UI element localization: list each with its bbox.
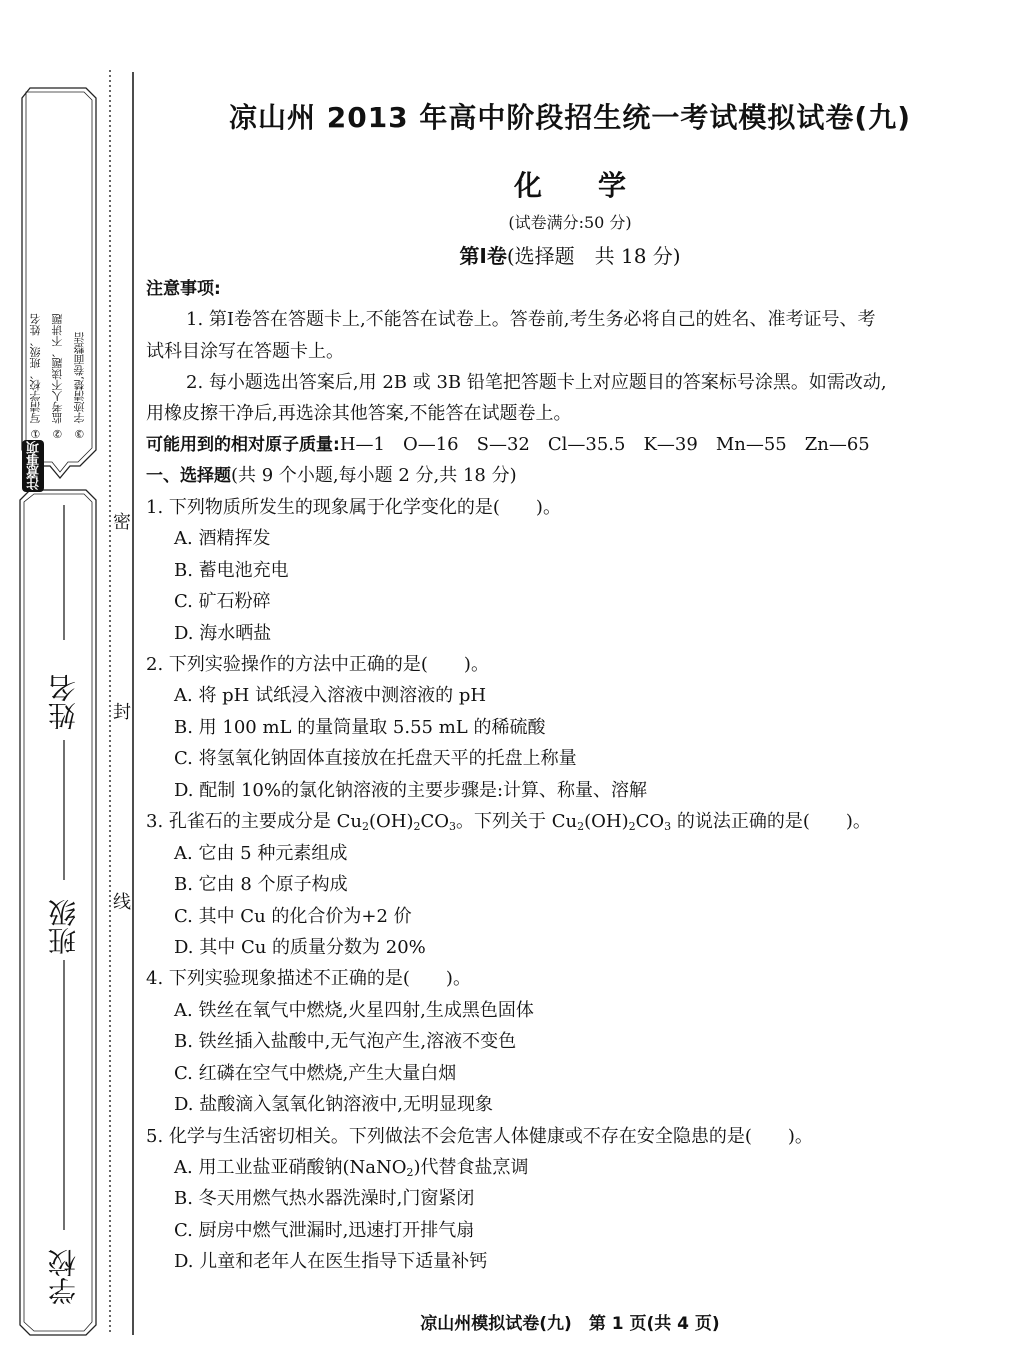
question-3-option-d: D. 其中 Cu 的质量分数为 20%	[174, 937, 426, 958]
question-1-option-b: B. 蓄电池充电	[174, 560, 289, 581]
q3-stem-part: CO	[635, 811, 665, 832]
instruction-1-line-1: 1. 第Ⅰ卷答在答题卡上,不能答在试卷上。答卷前,考生务必将自己的姓名、准考证号、考	[186, 309, 876, 330]
notice-title: 注意事项	[27, 442, 42, 490]
question-2-option-c: C. 将氢氧化钠固体直接放在托盘天平的托盘上称量	[174, 748, 577, 769]
seal-char-mi: 密	[113, 512, 131, 533]
question-4-option-d: D. 盐酸滴入氢氧化钠溶液中,无明显现象	[174, 1094, 493, 1115]
question-4-option-b: B. 铁丝插入盐酸中,无气泡产生,溶液不变色	[174, 1031, 517, 1052]
question-3-stem	[146, 810, 871, 839]
part-heading	[160, 240, 980, 269]
question-5-option-c: C. 厨房中燃气泄漏时,迅速打开排气扇	[174, 1220, 475, 1241]
q3-sub: 2	[413, 820, 421, 833]
q3-stem-part: 。下列关于 Cu	[456, 811, 578, 832]
instructions-title: 注意事项:	[146, 279, 221, 299]
q5a-part: A. 用工业盐亚硝酸钠(NaNO	[174, 1157, 407, 1178]
question-2-option-b: B. 用 100 mL 的量筒量取 5.55 mL 的稀硫酸	[174, 717, 546, 738]
page-footer: 凉山州模拟试卷(九) 第 1 页(共 4 页)	[420, 1314, 720, 1334]
q3-sub: 3	[664, 820, 672, 833]
instruction-1-line-2: 试科目涂写在答题卡上。	[146, 341, 344, 362]
question-5-stem: 5. 化学与生活密切相关。下列做法不会危害人体健康或不存在安全隐患的是( )。	[146, 1126, 813, 1147]
question-4-option-a: A. 铁丝在氧气中燃烧,火星四射,生成黑色固体	[174, 1000, 534, 1021]
field-class-label: 班级	[47, 899, 80, 955]
question-2-option-a: A. 将 pH 试纸浸入溶液中测溶液的 pH	[174, 685, 487, 706]
question-1-stem: 1. 下列物质所发生的现象属于化学变化的是( )。	[146, 497, 561, 518]
section-heading	[146, 464, 517, 488]
part-label: 第Ⅰ卷	[459, 244, 507, 268]
question-4-stem: 4. 下列实验现象描述不正确的是( )。	[146, 968, 471, 989]
instruction-2-line-1: 2. 每小题选出答案后,用 2B 或 3B 铅笔把答题卡上对应题目的答案标号涂黑。如需改动,	[186, 372, 887, 393]
atomic-mass-values: H—1 O—16 S—32 Cl—35.5 K—39 Mn—55 Zn—65	[339, 434, 870, 455]
full-marks: (试卷满分:50 分)	[508, 213, 632, 232]
q3-stem-part: (OH)	[368, 811, 414, 832]
q3-sub: 2	[628, 820, 636, 833]
atomic-mass-label: 可能用到的相对原子质量:	[146, 435, 340, 455]
question-3-option-c: C. 其中 Cu 的化合价为+2 价	[174, 906, 412, 927]
q3-sub: 3	[449, 820, 457, 833]
field-school-label: 学校	[47, 1249, 80, 1305]
question-1-option-d: D. 海水晒盐	[174, 623, 272, 644]
q3-stem-part: (OH)	[584, 811, 629, 832]
q3-sub: 2	[361, 820, 369, 833]
atomic-mass-line	[146, 433, 870, 457]
notice-item-2: ② 监考人不读题、不讲题	[51, 313, 64, 440]
question-3-option-b: B. 它由 8 个原子构成	[174, 874, 348, 895]
question-5-option-d: D. 儿童和老年人在医生指导下适量补钙	[174, 1251, 488, 1272]
q3-sub: 2	[577, 820, 585, 833]
field-name-label: 姓名	[47, 674, 80, 730]
instruction-2-line-2: 用橡皮擦干净后,再选涂其他答案,不能答在试题卷上。	[146, 403, 572, 424]
q5a-part: )代替食盐烹调	[413, 1157, 529, 1178]
section-title: 一、选择题	[146, 466, 231, 486]
seal-char-feng: 封	[113, 702, 131, 723]
question-3-option-a: A. 它由 5 种元素组成	[174, 843, 348, 864]
question-1-option-c: C. 矿石粉碎	[174, 591, 271, 612]
section-desc: (共 9 个小题,每小题 2 分,共 18 分)	[231, 465, 517, 486]
question-2-stem: 2. 下列实验操作的方法中正确的是( )。	[146, 654, 489, 675]
question-1-option-a: A. 酒精挥发	[174, 528, 271, 549]
q3-stem-part: 3. 孔雀石的主要成分是 Cu	[146, 811, 362, 832]
subject-title: 化 学	[513, 169, 626, 202]
seal-char-xian: 线	[113, 892, 131, 913]
q3-stem-part: CO	[420, 811, 450, 832]
notice-item-3: ③ 字迹清楚,卷面整洁	[73, 332, 86, 440]
question-4-option-c: C. 红磷在空气中燃烧,产生大量白烟	[174, 1063, 457, 1084]
part-desc: (选择题 共 18 分)	[506, 244, 681, 268]
question-5-option-a	[174, 1156, 528, 1185]
notice-item-1: ① 写清学校、班级、姓名	[29, 313, 42, 440]
q5a-sub: 2	[406, 1166, 414, 1179]
question-5-option-b: B. 冬天用燃气热水器洗澡时,门窗紧闭	[174, 1188, 475, 1209]
q3-stem-part: 的说法正确的是( )。	[671, 811, 871, 832]
question-2-option-d: D. 配制 10%的氯化钠溶液的主要步骤是:计算、称量、溶解	[174, 780, 648, 801]
exam-title: 凉山州 2013 年高中阶段招生统一考试模拟试卷(九)	[228, 101, 912, 134]
